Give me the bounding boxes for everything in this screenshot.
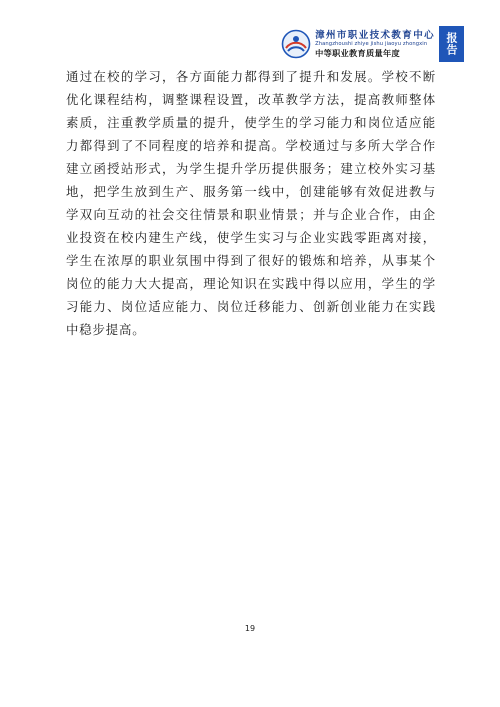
report-badge <box>439 26 464 62</box>
header-text-block <box>315 30 435 59</box>
school-name: 漳州市职业技术教育中心 <box>315 29 435 41</box>
page-header <box>281 26 464 62</box>
school-emblem-icon <box>281 29 311 59</box>
report-subtitle: 中等职业教育质量年度 <box>315 47 400 58</box>
school-name-pinyin: Zhangzhoushi zhiye jishu jiaoyu zhongxin <box>315 40 428 47</box>
report-badge-label: 报告 <box>445 32 458 56</box>
body-paragraph: 通过在校的学习，各方面能力都得到了提升和发展。学校不断优化课程结构，调整课程设置，改革教学方法，提高教师整体素质，注重教学质量的提升，使学生的学习能力和岗位适应能力都得到了不同程度的培养和提高。学校通过与多所大学合作建立函授站形式，为学生提升学历提供服务；建立校外实习基地，把学生放到生产、服务第一线中，创建能够有效促进教与学双向互动的社会交往情景和职业情景；并与企业合作，由企业投资在校内建生产线，使学生实习与企业实践零距离对接，学生在浓厚的职业氛围中得到了很好的锻炼和培养，从事某个岗位的能力大大提高，理论知识在实践中得以应用，学生的学习能力、岗位适应能力、岗位迁移能力、创新创业能力在实践中稳步提高。 <box>66 69 436 337</box>
page-number: 19 <box>244 624 256 633</box>
